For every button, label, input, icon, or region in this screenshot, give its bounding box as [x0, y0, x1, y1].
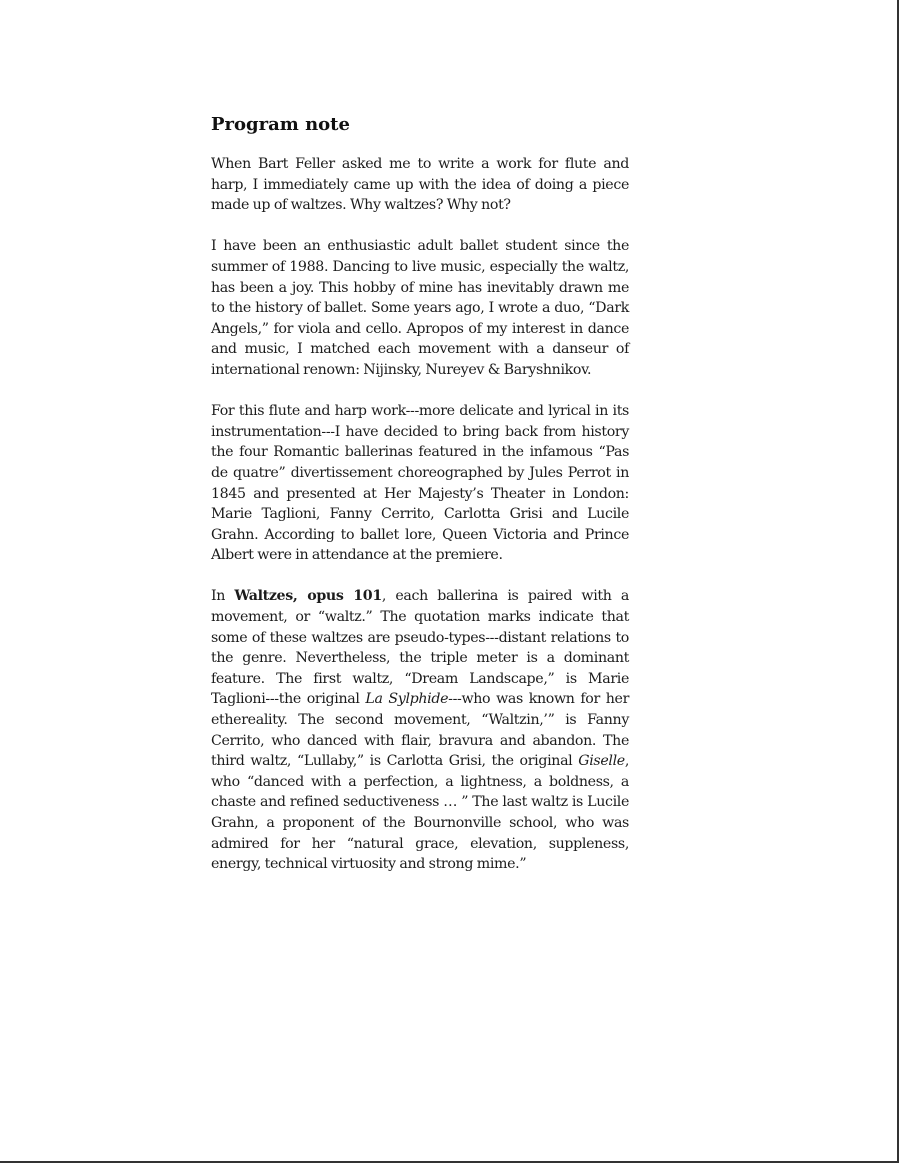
work-title: Waltzes, opus 101 — [234, 588, 382, 605]
program-note-body — [211, 113, 629, 895]
paragraph-waltzes-description — [211, 586, 629, 874]
ballet-title-giselle: Giselle — [578, 753, 625, 770]
paragraph-pas-de-quatre: For this flute and harp work---more delicate and lyrical in its instrumentation---I have decided to bring back from history the four Romantic ballerinas featured in the infamous “Pas de quatre” divertissement choreographed by Jules Perrot in 1845 and presented at Her Majesty’s Theater in London: Marie Taglioni, Fanny Cerrito, Carlotta Grisi and Lucile Grahn. According to ballet lore, Queen Victoria and Prince Albert were in attendance at the premiere. — [211, 403, 629, 564]
paragraph-ballet-background: I have been an enthusiastic adult ballet student since the summer of 1988. Dancing to live music, especially the waltz, has been a joy. This hobby of mine has inevitably drawn me to the history of ballet. Some years ago, I wrote a duo, “Dark Angels,” for viola and cello. Apropos of my interest in dance and music, I matched each movement with a danseur of international renown: Nijinsky, Nureyev & Baryshnikov. — [211, 238, 629, 378]
text-run: , who “danced with a perfection, a lightness, a boldness, a chaste and refined seductiveness … ” The last waltz is Lucile Grahn, a proponent of the Bournonville school, who was admired for her “natural grace, elevation, suppleness, energy, technical virtuosity and strong mime.” — [211, 753, 629, 873]
text-run: In — [211, 588, 235, 605]
text-run: , each ballerina is paired with a movement, or “waltz.” The quotation marks indicate that some of these waltzes are pseudo-types---distant relations to the genre. Nevertheless, the triple meter is a dominant feature. The first waltz, “Dream Landscape,” is Marie Taglioni---the original — [211, 588, 629, 708]
ballet-title-la-sylphide: La Sylphide — [365, 691, 449, 708]
paragraph-intro: When Bart Feller asked me to write a work for flute and harp, I immediately came up with the idea of doing a piece made up of waltzes. Why waltzes? Why not? — [211, 156, 629, 214]
page-title: Program note — [211, 114, 350, 135]
text-run: ---who was known for her ethereality. The second movement, “Waltzin,’” is Fanny Cerrito, who danced with flair, bravura and abandon. The third waltz, “Lullaby,” is Carlotta Grisi, the original — [211, 691, 629, 770]
